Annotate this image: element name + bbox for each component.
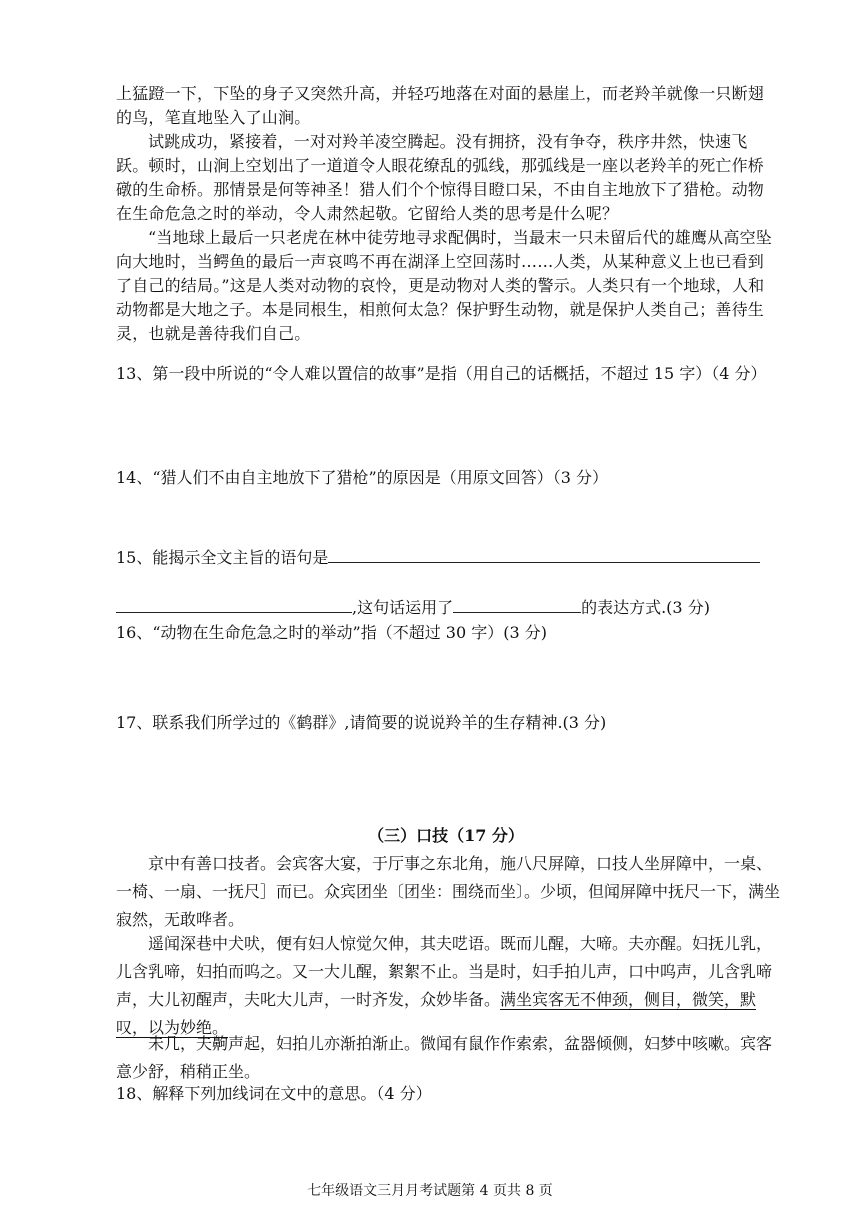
classical-paragraph-3: 未几，夫齁声起，妇拍儿亦渐拍渐止。微闻有鼠作作索索，盆器倾侧，妇梦中咳嗽。宾客意少舒，稍稍正坐。 bbox=[116, 1034, 773, 1081]
question-16: 16、“动物在生命危急之时的举动”指（不超过 30 字）(3 分) bbox=[116, 623, 548, 642]
question-15-line-1 bbox=[116, 544, 776, 570]
answer-blank-15c[interactable] bbox=[453, 594, 581, 613]
question-15-line-2 bbox=[116, 594, 776, 620]
question-15-middle: ,这句话运用了 bbox=[352, 598, 454, 617]
question-18: 18、解释下列加线词在文中的意思。（4 分） bbox=[116, 1084, 432, 1103]
answer-blank-15a[interactable] bbox=[328, 544, 760, 563]
classical-paragraph-2-text: 遥闻深巷中犬吠，便有妇人惊觉欠伸，其夫呓语。既而儿醒，大啼。夫亦醒。妇抚儿乳，儿含乳啼，妇拍而呜之。又一大儿醒，絮絮不止。当是时，妇手拍儿声，口中呜声，儿含乳啼声，大儿初醒声，夫叱大儿声，一时齐发，众妙毕备。 bbox=[116, 934, 773, 1009]
question-15-end: 的表达方式.(3 分) bbox=[581, 598, 710, 617]
passage-paragraph-1: 上猛蹬一下，下坠的身子又突然升高，并轻巧地落在对面的悬崖上，而老羚羊就像一只断翅的鸟，笔直地坠入了山涧。 bbox=[116, 84, 765, 127]
question-17: 17、联系我们所学过的《鹤群》,请简要的说说羚羊的生存精神.(3 分) bbox=[116, 713, 607, 732]
question-15-prompt: 15、能揭示全文主旨的语句是 bbox=[116, 548, 329, 567]
classical-paragraph-1: 京中有善口技者。会宾客大宴，于厅事之东北角，施八尺屏障，口技人坐屏障中，一桌、一椅、一扇、一抚尺］而已。众宾团坐〔团坐：围绕而坐〕。少顷，但闻屏障中抚尺一下，满坐寂然，无敢哗者。 bbox=[116, 854, 781, 929]
page-footer: 七年级语文三月月考试题第 4 页共 8 页 bbox=[307, 1183, 553, 1199]
classical-paragraph-2 bbox=[116, 930, 780, 1042]
section-3-title: （三）口技（17 分） bbox=[368, 826, 524, 845]
question-14: 14、“猎人们不由自主地放下了猎枪”的原因是（用原文回答）（3 分） bbox=[116, 468, 608, 487]
passage-paragraph-3: “当地球上最后一只老虎在林中徒劳地寻求配偶时，当最末一只未留后代的雄鹰从高空坠向大地时，当鳄鱼的最后一声哀鸣不再在湖泽上空回荡时……人类，从某种意义上也已看到了自己的结局。”这是人类对动物的哀怜，更是动物对人类的警示。人类只有一个地球，人和动物都是大地之子。本是同根生，相煎何太急？保护野生动物，就是保护人类自己；善待生灵，也就是善待我们自己。 bbox=[116, 228, 772, 343]
question-13: 13、第一段中所说的“令人难以置信的故事”是指（用自己的话概括，不超过 15 字）（4 分） bbox=[116, 364, 767, 383]
passage-paragraph-2: 试跳成功，紧接着，一对对羚羊凌空腾起。没有拥挤，没有争夺，秩序井然，快速飞跃。顿时，山涧上空划出了一道道令人眼花缭乱的弧线，那弧线是一座以老羚羊的死亡作桥礅的生命桥。那情景是何等神圣！猎人们个个惊得目瞪口呆，不由自主地放下了猎枪。动物在生命危急之时的举动，令人肃然起敬。它留给人类的思考是什么呢？ bbox=[116, 132, 765, 223]
underlined-sentence: 满坐宾客无不伸颈，侧目，微笑，默叹，以为妙绝。 bbox=[116, 990, 757, 1037]
answer-blank-15b[interactable] bbox=[116, 594, 352, 613]
